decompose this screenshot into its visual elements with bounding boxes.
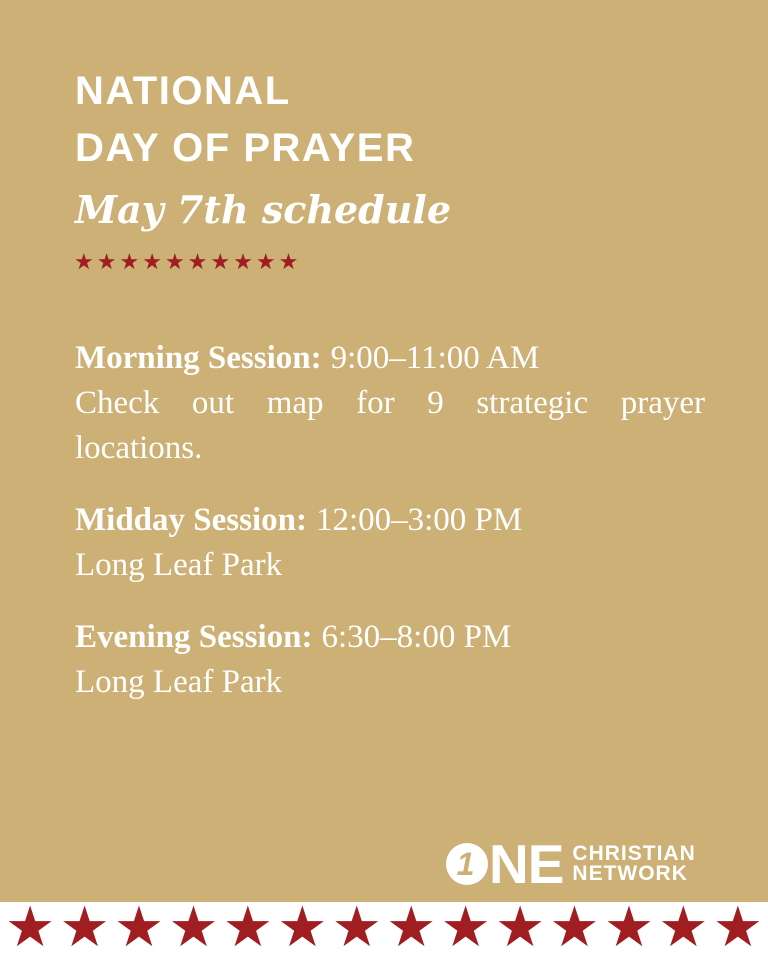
session-detail: locations. bbox=[75, 430, 203, 466]
session-heading bbox=[75, 497, 705, 543]
one-logo-circle-icon bbox=[446, 843, 488, 885]
session-detail: Long Leaf Park bbox=[75, 664, 283, 700]
star-icon: ★ bbox=[331, 895, 382, 960]
star-icon: ★ bbox=[168, 895, 219, 960]
session-time: 12:00–3:00 PM bbox=[315, 502, 523, 538]
divider-star-row bbox=[74, 249, 298, 277]
session-label: Evening Session: bbox=[75, 619, 313, 655]
logo-wordmark: NE bbox=[489, 833, 564, 895]
star-icon: ★ bbox=[59, 895, 110, 960]
star-icon: ★ bbox=[277, 895, 328, 960]
session-time: 9:00–11:00 AM bbox=[330, 340, 540, 376]
session-item bbox=[75, 335, 705, 471]
session-label: Morning Session: bbox=[75, 340, 322, 376]
session-label: Midday Session: bbox=[75, 502, 307, 538]
star-icon: ★ bbox=[74, 250, 94, 275]
session-detail: Check out map for 9 strategic prayer bbox=[75, 385, 705, 421]
logo-name-block bbox=[572, 844, 695, 884]
star-icon: ★ bbox=[549, 895, 600, 960]
star-icon: ★ bbox=[187, 250, 208, 275]
footer-star-band bbox=[0, 895, 768, 960]
session-item bbox=[75, 614, 705, 705]
schedule-subtitle: May 7th schedule bbox=[75, 187, 451, 232]
star-icon: ★ bbox=[278, 250, 299, 275]
logo-numeral: 1 bbox=[456, 846, 475, 882]
star-icon: ★ bbox=[233, 250, 253, 275]
star-icon: ★ bbox=[210, 250, 231, 275]
star-icon: ★ bbox=[142, 250, 162, 275]
star-icon: ★ bbox=[255, 250, 276, 275]
star-icon: ★ bbox=[440, 895, 491, 960]
session-list bbox=[75, 335, 705, 731]
star-icon: ★ bbox=[712, 895, 763, 960]
session-detail: Long Leaf Park bbox=[75, 547, 283, 583]
session-heading bbox=[75, 614, 705, 660]
logo-name-line1: CHRISTIAN bbox=[572, 842, 696, 865]
session-heading bbox=[75, 335, 705, 381]
star-icon: ★ bbox=[164, 250, 185, 275]
star-icon: ★ bbox=[113, 895, 165, 960]
title-line-1: NATIONAL bbox=[75, 69, 291, 113]
poster-title bbox=[75, 63, 415, 177]
star-icon: ★ bbox=[5, 895, 56, 960]
star-icon: ★ bbox=[119, 250, 140, 275]
session-time: 6:30–8:00 PM bbox=[321, 619, 512, 655]
star-icon: ★ bbox=[658, 895, 709, 960]
star-icon: ★ bbox=[386, 895, 437, 960]
session-item bbox=[75, 497, 705, 588]
star-icon: ★ bbox=[603, 895, 655, 960]
one-christian-network-logo bbox=[446, 833, 696, 895]
star-icon: ★ bbox=[222, 895, 273, 960]
star-icon: ★ bbox=[494, 895, 546, 960]
logo-name-line2: NETWORK bbox=[572, 862, 688, 885]
title-line-2: DAY OF PRAYER bbox=[75, 126, 416, 170]
star-icon: ★ bbox=[96, 250, 117, 275]
